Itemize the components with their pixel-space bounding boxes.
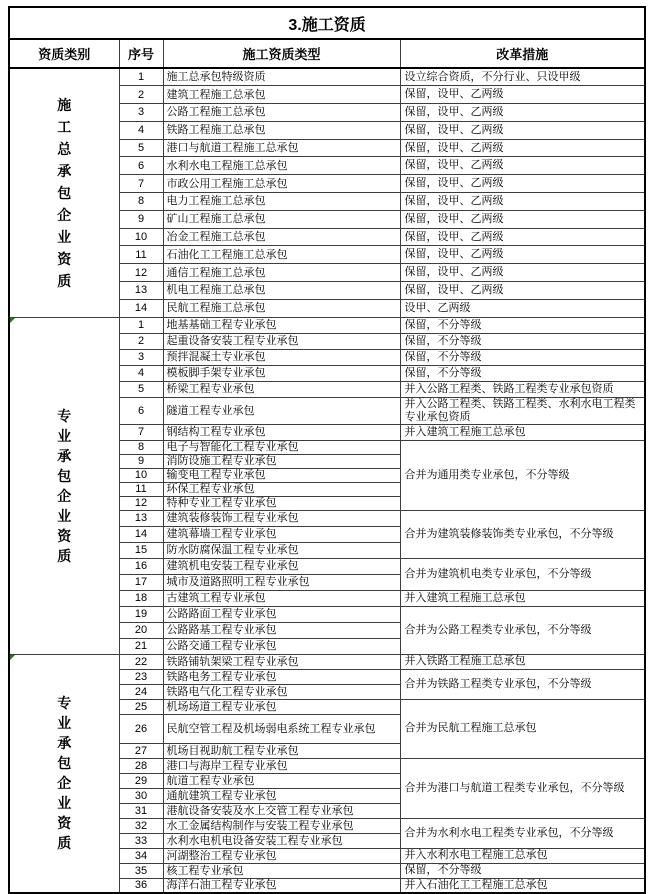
type-cell: 建筑工程施工总承包	[163, 86, 400, 104]
type-cell: 地基基础工程专业承包	[163, 317, 400, 333]
type-cell: 公路路基工程专业承包	[163, 622, 400, 638]
type-cell: 市政公用工程施工总承包	[163, 175, 400, 193]
seq-cell: 11	[119, 482, 163, 496]
type-cell: 桥梁工程专业承包	[163, 381, 400, 397]
seq-cell: 3	[119, 349, 163, 365]
seq-cell: 18	[119, 590, 163, 606]
seq-cell: 15	[119, 542, 163, 558]
type-cell: 铁路铺轨架梁工程专业承包	[163, 654, 400, 669]
seq-cell: 17	[119, 574, 163, 590]
seq-cell: 23	[119, 669, 163, 684]
column-header-seq: 序号	[119, 39, 163, 68]
measure-cell: 保留，设甲、乙两级	[400, 157, 645, 175]
seq-cell: 4	[119, 121, 163, 139]
type-cell: 港口与海岸工程专业承包	[163, 758, 400, 773]
seq-cell: 2	[119, 333, 163, 349]
category-cell	[9, 317, 119, 654]
measure-cell: 保留，设甲、乙两级	[400, 104, 645, 122]
measure-cell: 合并为公路工程类专业承包，不分等级	[400, 606, 645, 654]
section-2	[9, 317, 645, 654]
seq-cell: 34	[119, 848, 163, 863]
header-row	[9, 39, 645, 68]
measure-cell: 保留，设甲、乙两级	[400, 246, 645, 264]
type-cell: 消防设施工程专业承包	[163, 454, 400, 468]
measure-cell: 保留，不分等级	[400, 333, 645, 349]
type-cell: 城市及道路照明工程专业承包	[163, 574, 400, 590]
measure-cell: 保留，设甲、乙两级	[400, 210, 645, 228]
type-cell: 民航工程施工总承包	[163, 299, 400, 317]
seq-cell: 32	[119, 818, 163, 833]
seq-cell: 5	[119, 381, 163, 397]
seq-cell: 33	[119, 833, 163, 848]
category-cell	[9, 654, 119, 893]
seq-cell: 1	[119, 68, 163, 86]
category-label: 专业承包企业资质	[57, 407, 72, 564]
column-header-type: 施工资质类型	[163, 39, 400, 68]
qualification-table	[8, 6, 646, 894]
seq-cell: 9	[119, 210, 163, 228]
seq-cell: 4	[119, 365, 163, 381]
type-cell: 建筑幕墙工程专业承包	[163, 526, 400, 542]
column-header-measure: 改革措施	[400, 39, 645, 68]
measure-cell: 保留，不分等级	[400, 365, 645, 381]
measure-cell: 并入石油化工工程施工总承包	[400, 878, 645, 893]
seq-cell: 27	[119, 743, 163, 758]
measure-cell: 合并为建筑装修装饰类专业承包，不分等级	[400, 510, 645, 558]
type-cell: 公路工程施工总承包	[163, 104, 400, 122]
type-cell: 机场场道工程专业承包	[163, 699, 400, 714]
measure-cell: 并入公路工程类、铁路工程类、水利水电工程类专业承包资质	[400, 397, 645, 424]
seq-cell: 8	[119, 440, 163, 454]
type-cell: 铁路工程施工总承包	[163, 121, 400, 139]
type-cell: 环保工程专业承包	[163, 482, 400, 496]
type-cell: 防水防腐保温工程专业承包	[163, 542, 400, 558]
seq-cell: 16	[119, 558, 163, 574]
measure-cell: 保留，设甲、乙两级	[400, 121, 645, 139]
seq-cell: 12	[119, 496, 163, 510]
measure-cell: 并入水利水电工程施工总承包	[400, 848, 645, 863]
measure-cell: 设立综合资质，不分行业、只设甲级	[400, 68, 645, 86]
seq-cell: 22	[119, 654, 163, 669]
type-cell: 民航空管工程及机场弱电系统工程专业承包	[163, 714, 400, 743]
type-cell: 矿山工程施工总承包	[163, 210, 400, 228]
type-cell: 机电工程施工总承包	[163, 282, 400, 300]
measure-cell: 合并为建筑机电类专业承包，不分等级	[400, 558, 645, 590]
seq-cell: 24	[119, 684, 163, 699]
category-cell	[9, 68, 119, 317]
type-cell: 石油化工工程施工总承包	[163, 246, 400, 264]
seq-cell: 7	[119, 424, 163, 440]
type-cell: 海洋石油工程专业承包	[163, 878, 400, 893]
measure-cell: 保留，设甲、乙两级	[400, 175, 645, 193]
type-cell: 河湖整治工程专业承包	[163, 848, 400, 863]
measure-cell: 合并为通用类专业承包，不分等级	[400, 440, 645, 510]
table-row	[9, 654, 645, 669]
measure-cell: 并入铁路工程施工总承包	[400, 654, 645, 669]
measure-cell: 合并为铁路工程类专业承包，不分等级	[400, 669, 645, 699]
seq-cell: 13	[119, 282, 163, 300]
measure-cell: 并入公路工程类、铁路工程类专业承包资质	[400, 381, 645, 397]
seq-cell: 2	[119, 86, 163, 104]
type-cell: 航道工程专业承包	[163, 773, 400, 788]
table-row	[9, 317, 645, 333]
type-cell: 施工总承包特级资质	[163, 68, 400, 86]
type-cell: 古建筑工程专业承包	[163, 590, 400, 606]
seq-cell: 14	[119, 299, 163, 317]
measure-cell: 保留，设甲、乙两级	[400, 264, 645, 282]
seq-cell: 21	[119, 638, 163, 654]
measure-cell: 保留，不分等级	[400, 317, 645, 333]
type-cell: 水利水电机电设备安装工程专业承包	[163, 833, 400, 848]
table-title: 3.施工资质	[9, 7, 645, 39]
seq-cell: 6	[119, 397, 163, 424]
seq-cell: 8	[119, 193, 163, 211]
measure-cell: 合并为港口与航道工程类专业承包，不分等级	[400, 758, 645, 818]
type-cell: 建筑装修装饰工程专业承包	[163, 510, 400, 526]
type-cell: 建筑机电安装工程专业承包	[163, 558, 400, 574]
type-cell: 模板脚手架专业承包	[163, 365, 400, 381]
measure-cell: 并入建筑工程施工总承包	[400, 590, 645, 606]
type-cell: 输变电工程专业承包	[163, 468, 400, 482]
measure-cell: 保留，设甲、乙两级	[400, 86, 645, 104]
type-cell: 电子与智能化工程专业承包	[163, 440, 400, 454]
seq-cell: 35	[119, 863, 163, 878]
measure-cell: 合并为水利水电工程类专业承包，不分等级	[400, 818, 645, 848]
type-cell: 特种专业工程专业承包	[163, 496, 400, 510]
measure-cell: 合并为民航工程施工总承包	[400, 699, 645, 758]
type-cell: 港航设备安装及水上交管工程专业承包	[163, 803, 400, 818]
measure-cell: 保留，不分等级	[400, 349, 645, 365]
measure-cell: 并入建筑工程施工总承包	[400, 424, 645, 440]
seq-cell: 9	[119, 454, 163, 468]
measure-cell: 保留，设甲、乙两级	[400, 139, 645, 157]
seq-cell: 20	[119, 622, 163, 638]
type-cell: 港口与航道工程施工总承包	[163, 139, 400, 157]
type-cell: 钢结构工程专业承包	[163, 424, 400, 440]
type-cell: 铁路电务工程专业承包	[163, 669, 400, 684]
green-corner-marker-icon	[10, 318, 15, 323]
measure-cell: 保留，不分等级	[400, 863, 645, 878]
seq-cell: 36	[119, 878, 163, 893]
type-cell: 铁路电气化工程专业承包	[163, 684, 400, 699]
type-cell: 冶金工程施工总承包	[163, 228, 400, 246]
type-cell: 机场目视助航工程专业承包	[163, 743, 400, 758]
seq-cell: 31	[119, 803, 163, 818]
measure-cell: 保留，设甲、乙两级	[400, 193, 645, 211]
column-header-category: 资质类别	[9, 39, 119, 68]
seq-cell: 7	[119, 175, 163, 193]
type-cell: 通航建筑工程专业承包	[163, 788, 400, 803]
seq-cell: 26	[119, 714, 163, 743]
type-cell: 隧道工程专业承包	[163, 397, 400, 424]
type-cell: 通信工程施工总承包	[163, 264, 400, 282]
seq-cell: 29	[119, 773, 163, 788]
table-row	[9, 68, 645, 86]
seq-cell: 10	[119, 228, 163, 246]
measure-cell: 设甲、乙两级	[400, 299, 645, 317]
seq-cell: 19	[119, 606, 163, 622]
title-row	[9, 7, 645, 39]
measure-cell: 保留，设甲、乙两级	[400, 228, 645, 246]
seq-cell: 13	[119, 510, 163, 526]
seq-cell: 28	[119, 758, 163, 773]
type-cell: 公路交通工程专业承包	[163, 638, 400, 654]
seq-cell: 12	[119, 264, 163, 282]
type-cell: 水利水电工程施工总承包	[163, 157, 400, 175]
seq-cell: 10	[119, 468, 163, 482]
type-cell: 电力工程施工总承包	[163, 193, 400, 211]
seq-cell: 5	[119, 139, 163, 157]
type-cell: 公路路面工程专业承包	[163, 606, 400, 622]
type-cell: 预拌混凝土专业承包	[163, 349, 400, 365]
type-cell: 水工金属结构制作与安装工程专业承包	[163, 818, 400, 833]
measure-cell: 保留，设甲、乙两级	[400, 282, 645, 300]
category-label: 施工总承包企业资质	[57, 96, 72, 289]
seq-cell: 1	[119, 317, 163, 333]
type-cell: 起重设备安装工程专业承包	[163, 333, 400, 349]
seq-cell: 25	[119, 699, 163, 714]
category-label: 专业承包企业资质	[57, 695, 72, 852]
seq-cell: 6	[119, 157, 163, 175]
section-3	[9, 654, 645, 893]
seq-cell: 30	[119, 788, 163, 803]
section-1	[9, 68, 645, 317]
seq-cell: 11	[119, 246, 163, 264]
type-cell: 核工程专业承包	[163, 863, 400, 878]
seq-cell: 14	[119, 526, 163, 542]
green-corner-marker-icon	[10, 655, 15, 660]
table-head	[9, 7, 645, 68]
seq-cell: 3	[119, 104, 163, 122]
